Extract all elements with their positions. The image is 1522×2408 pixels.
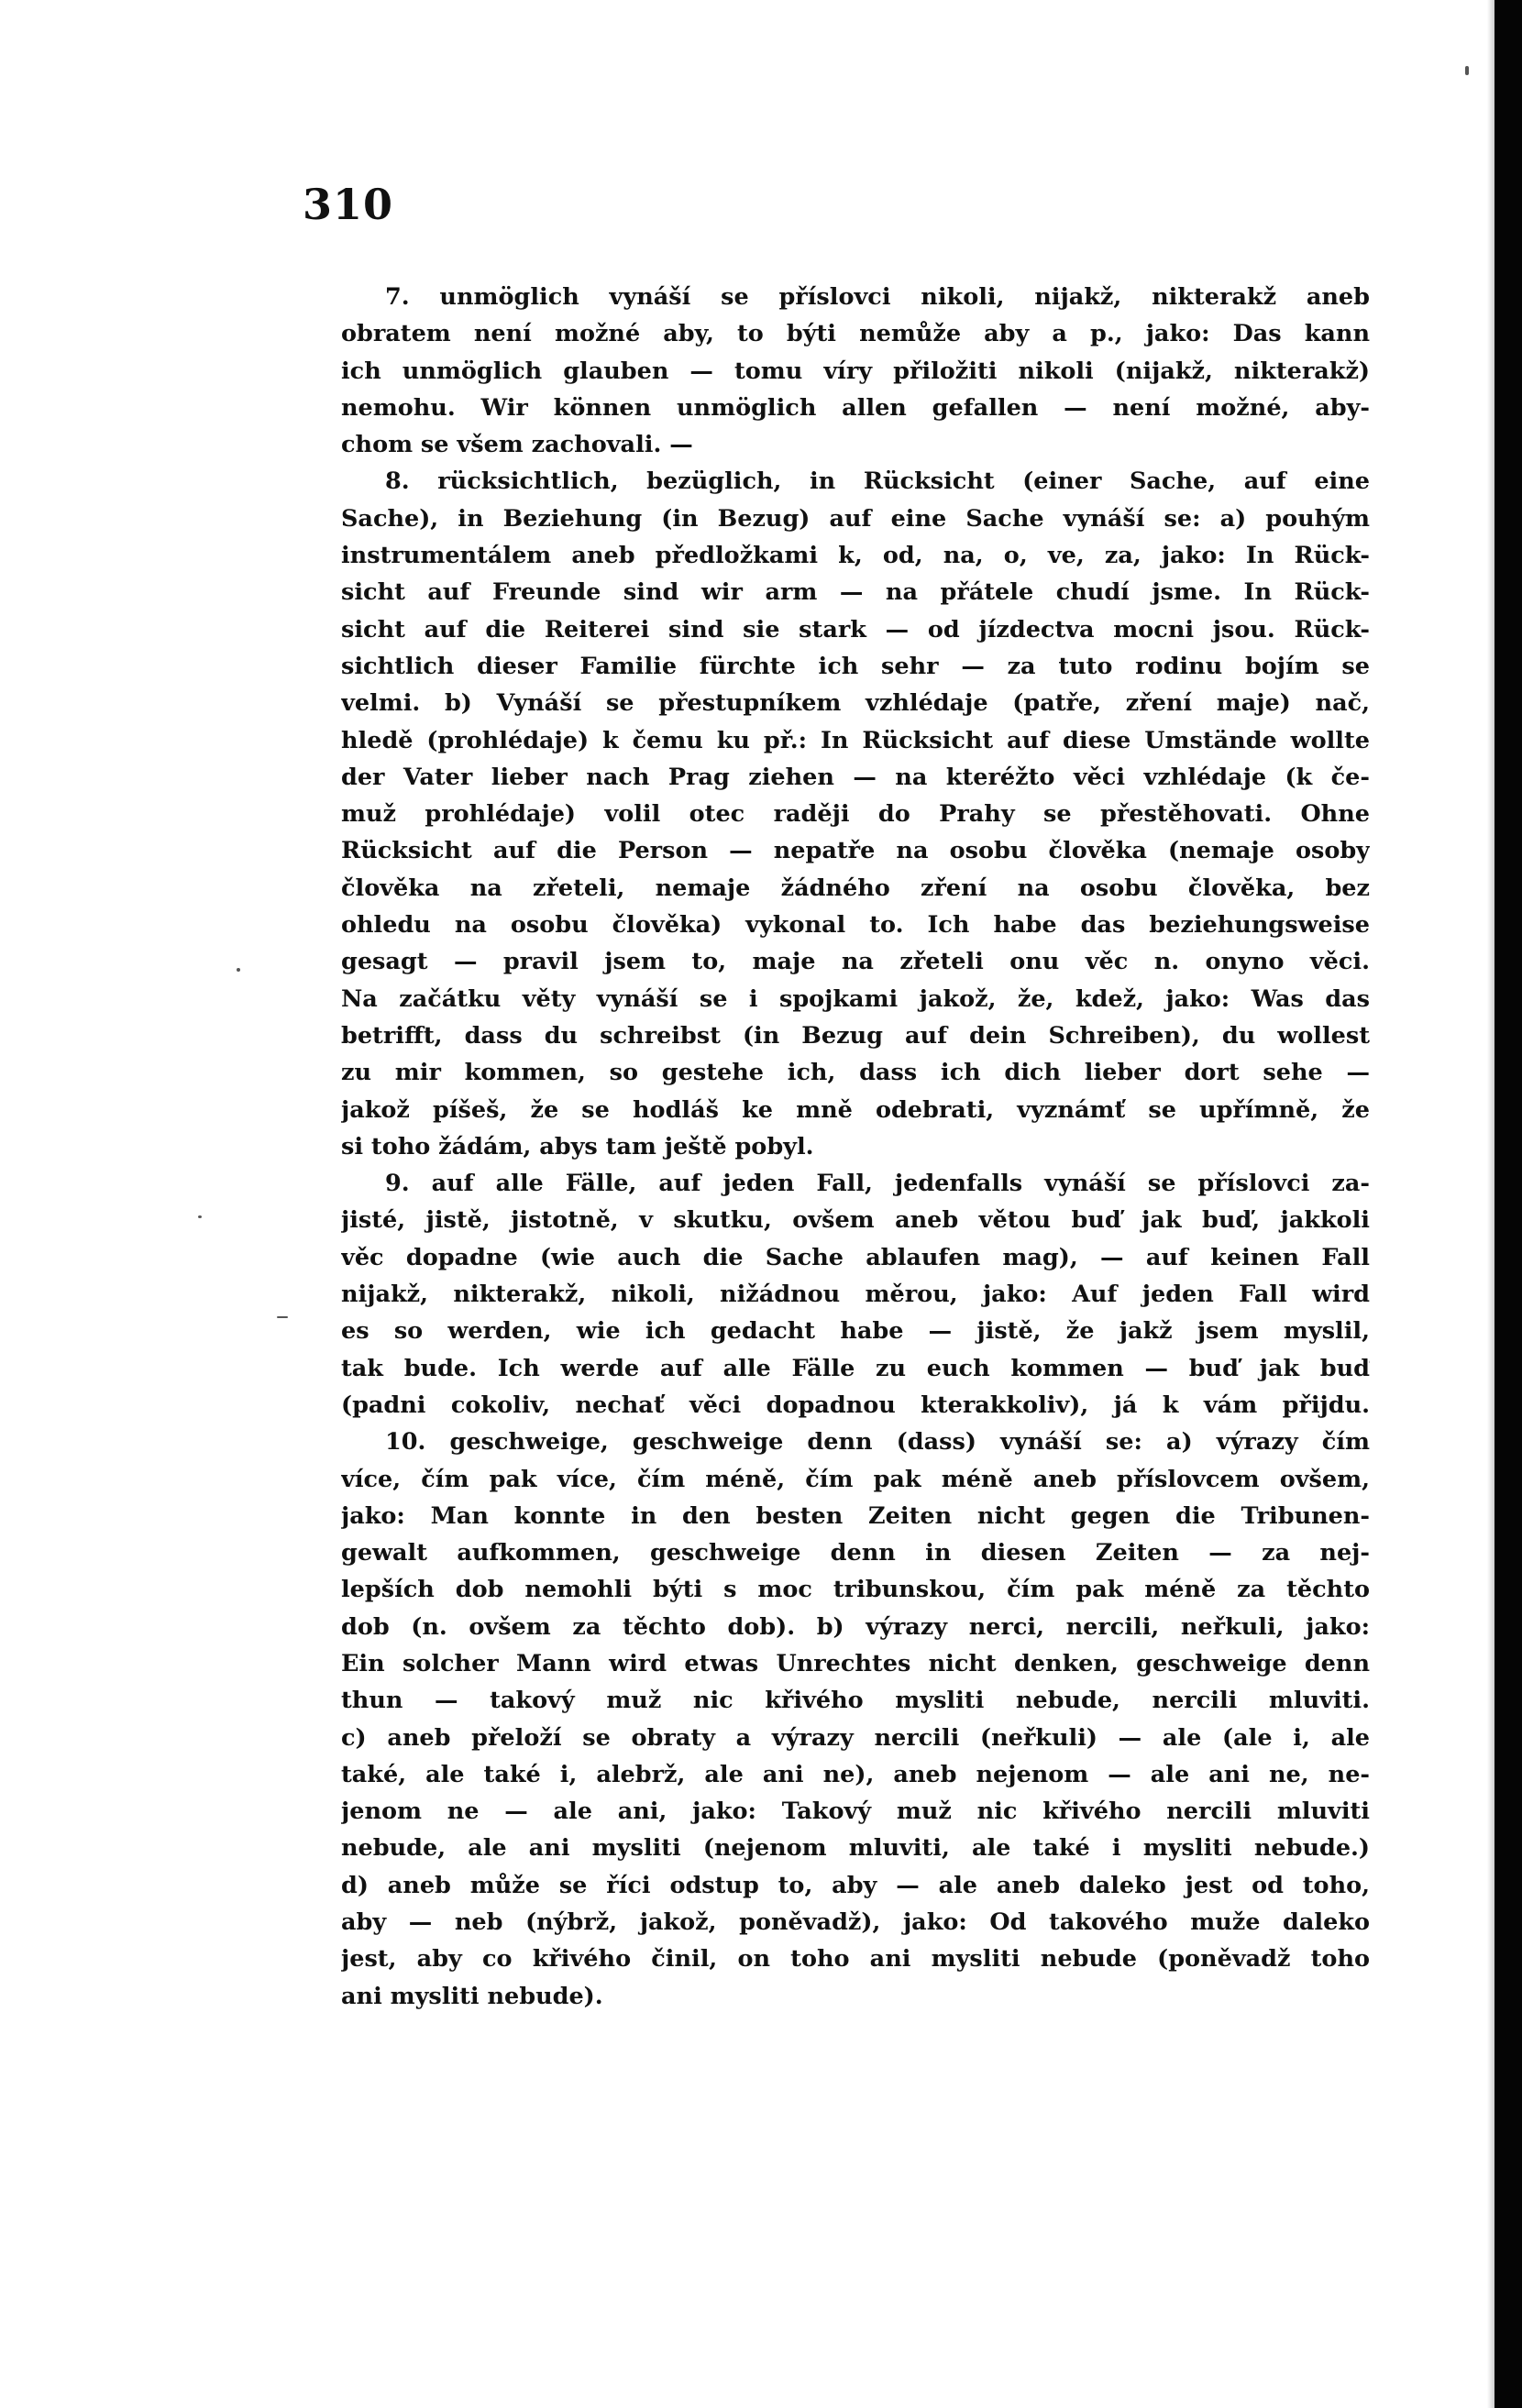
text-line: nebude, ale ani mysliti (nejenom mluviti, ale také i mysliti nebude.) — [341, 1834, 1370, 1863]
paper-speck — [1465, 66, 1469, 75]
text-line: 8. rücksichtlich, bezüglich, in Rücksicht (einer Sache, auf eine — [385, 467, 1370, 496]
text-line: sicht auf die Reiterei sind sie stark — od jízdectva mocni jsou. Rück- — [341, 615, 1370, 643]
text-line: betrifft, dass du schreibst (in Bezug auf dein Schreiben), du wollest — [341, 1021, 1370, 1050]
paper-speck — [277, 1316, 288, 1318]
text-line: jakož píšeš, že se hodláš ke mně odebrati, vyznámť se upřímně, že — [341, 1095, 1370, 1124]
text-line: Na začátku věty vynáší se i spojkami jakož, že, kdež, jako: Was das — [341, 984, 1370, 1013]
text-line: dob (n. ovšem za těchto dob). b) výrazy nerci, nercili, neřkuli, jako: — [341, 1612, 1370, 1641]
text-line: velmi. b) Vynáší se přestupníkem vzhlédaje (patře, zření maje) nač, — [341, 689, 1370, 718]
text-line: jenom ne — ale ani, jako: Takový muž nic křivého nercili mluviti — [341, 1798, 1370, 1826]
text-line: aby — neb (nýbrž, jakož, poněvadž), jako: Od takového muže daleko — [341, 1908, 1370, 1937]
text-line: instrumentálem aneb předložkami k, od, na, o, ve, za, jako: In Rück- — [341, 542, 1370, 570]
text-line: zu mir kommen, so gestehe ich, dass ich dich lieber dort sehe — — [341, 1059, 1370, 1087]
text-line: tak bude. Ich werde auf alle Fälle zu euch kommen — buď jak buď — [341, 1354, 1370, 1382]
paper-speck — [237, 968, 240, 972]
paper-speck — [198, 1215, 202, 1218]
text-line: es so werden, wie ich gedacht habe — jistě, že jakž jsem myslil, — [341, 1317, 1370, 1346]
text-line: nijakž, nikterakž, nikoli, nižádnou měrou, jako: Auf jeden Fall wird — [341, 1281, 1370, 1309]
text-line: jisté, jistě, jistotně, v skutku, ovšem aneb větou buď jak buď, jakkoli — [341, 1206, 1370, 1235]
text-line: nemohu. Wir können unmöglich allen gefallen — není možné, aby- — [341, 393, 1370, 422]
text-line: 7. unmöglich vynáší se příslovci nikoli, nijakž, nikterakž aneb — [385, 283, 1370, 311]
text-line: d) aneb může se říci odstup to, aby — ale aneb daleko jest od toho, — [341, 1871, 1370, 1899]
text-line: si toho žádám, abys tam ještě pobyl. — [341, 1132, 814, 1160]
text-line: více, čím pak více, čím méně, čím pak méně aneb příslovcem ovšem, — [341, 1465, 1370, 1493]
text-line: c) aneb přeloží se obraty a výrazy nercili (neřkuli) — ale (ale i, ale — [341, 1723, 1370, 1752]
text-line: chom se všem zachovali. — — [341, 431, 693, 459]
text-line: muž prohlédaje) volil otec raději do Prahy se přestěhovati. Ohne — [341, 800, 1370, 829]
text-line: Sache), in Beziehung (in Bezug) auf eine Sache vynáší se: a) pouhým — [341, 504, 1370, 533]
text-line: obratem není možné aby, to býti nemůže aby a p., jako: Das kann — [341, 320, 1370, 348]
text-line: ohledu na osobu člověka) vykonal to. Ich habe das beziehungsweise — [341, 911, 1370, 940]
text-line: jest, aby co křivého činil, on toho ani mysliti nebude (poněvadž toho — [341, 1945, 1370, 1974]
page-number: 310 — [303, 180, 394, 229]
text-line: (padni cokoliv, nechať věci dopadnou kterakkoliv), já k vám přijdu. — [341, 1391, 1370, 1419]
body-text — [341, 279, 1370, 2015]
text-line: člověka na zřeteli, nemaje žádného zření na osobu člověka, bez — [341, 874, 1370, 902]
text-line: Rücksicht auf die Person — nepatře na osobu člověka (nemaje osoby — [341, 837, 1370, 865]
text-line: sichtlich dieser Familie fürchte ich sehr — za tuto rodinu bojím se — [341, 652, 1370, 680]
page-edge-shadow — [1487, 0, 1494, 2408]
text-line: der Vater lieber nach Prag ziehen — na kteréžto věci vzhlédaje (k če- — [341, 763, 1370, 791]
text-line: lepších dob nemohli býti s moc tribunskou, čím pak méně za těchto — [341, 1576, 1370, 1604]
text-line: gewalt aufkommen, geschweige denn in diesen Zeiten — za nej- — [341, 1539, 1370, 1567]
text-line: ani mysliti nebude). — [341, 1982, 603, 2010]
text-line: 10. geschweige, geschweige denn (dass) vynáší se: a) výrazy čím — [385, 1428, 1370, 1457]
text-line: jako: Man konnte in den besten Zeiten nicht gegen die Tribunen- — [341, 1501, 1370, 1530]
text-line: hledě (prohlédaje) k čemu ku př.: In Rücksicht auf diese Umstände wollte — [341, 726, 1370, 754]
text-line: 9. auf alle Fälle, auf jeden Fall, jedenfalls vynáší se příslovci za- — [385, 1170, 1370, 1198]
text-line: ich unmöglich glauben — tomu víry přiložiti nikoli (nijakž, nikterakž) — [341, 357, 1370, 385]
text-line: také, ale také i, alebrž, ale ani ne), aneb nejenom — ale ani ne, ne- — [341, 1760, 1370, 1788]
text-line: Ein solcher Mann wird etwas Unrechtes nicht denken, geschweige denn — [341, 1649, 1370, 1677]
text-line: sicht auf Freunde sind wir arm — na přátele chudí jsme. In Rück- — [341, 578, 1370, 607]
book-spine-edge — [1494, 0, 1522, 2408]
text-line: věc dopadne (wie auch die Sache ablaufen mag), — auf keinen Fall — [341, 1243, 1370, 1271]
text-line: gesagt — pravil jsem to, maje na zřeteli onu věc n. onyno věci. — [341, 948, 1370, 976]
text-line: thun — takový muž nic křivého mysliti nebude, nercili mluviti. — [341, 1687, 1370, 1715]
